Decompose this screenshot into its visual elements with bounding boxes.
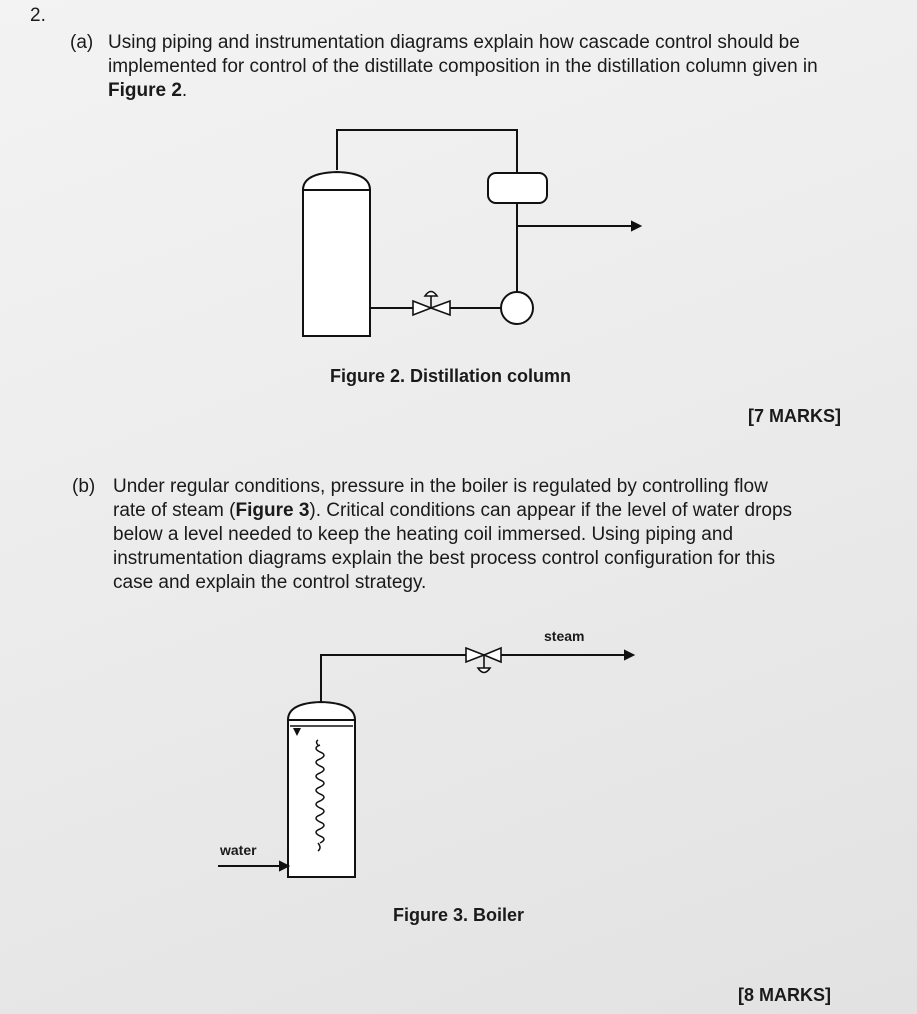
- water-arrow-icon: [280, 862, 288, 870]
- control-valve-icon: [413, 292, 450, 316]
- figure-2-caption: Figure 2. Distillation column: [330, 366, 572, 386]
- part-b-line-3: below a level needed to keep the heating coil immersed. Using piping and: [113, 524, 734, 545]
- part-b-line-4: instrumentation diagrams explain the best process control configuration for this: [113, 548, 776, 569]
- pump-icon: [501, 292, 533, 324]
- figure-3-diagram: [218, 648, 633, 877]
- figure-2-diagram: [303, 130, 640, 336]
- question-number: 2.: [30, 5, 46, 26]
- condenser-drum-icon: [488, 173, 547, 203]
- steam-label: steam: [544, 628, 585, 644]
- part-a-label: (a): [70, 32, 94, 53]
- part-a-body: Using piping and instrumentation diagrams explain how cascade control should be implemented for control of the distillate composition in the distillation column given in: [108, 32, 818, 77]
- part-b-line-2c: ). Critical conditions can appear if the level of water drops: [309, 500, 793, 521]
- part-b-label: (b): [72, 476, 96, 497]
- steam-arrow-icon: [625, 651, 633, 659]
- column-vessel-icon: [303, 172, 370, 336]
- part-b-marks: [8 MARKS]: [738, 985, 831, 1005]
- overhead-line: [337, 130, 517, 173]
- part-b-figure-ref: Figure 3: [235, 500, 310, 521]
- part-b-line-1: Under regular conditions, pressure in the boiler is regulated by controlling flow: [113, 476, 768, 497]
- part-a-end: .: [181, 80, 188, 101]
- part-b-line-2a: rate of steam (: [113, 500, 236, 521]
- distillate-arrow-icon: [632, 222, 640, 230]
- water-label: water: [220, 842, 257, 858]
- part-a-marks: [7 MARKS]: [748, 406, 841, 426]
- figure-3-caption: Figure 3. Boiler: [393, 905, 525, 925]
- steam-valve-icon: [466, 648, 501, 673]
- steam-line: [321, 655, 625, 703]
- part-b-line-5: case and explain the control strategy.: [113, 572, 427, 593]
- part-a-figure-ref: Figure 2: [108, 80, 182, 101]
